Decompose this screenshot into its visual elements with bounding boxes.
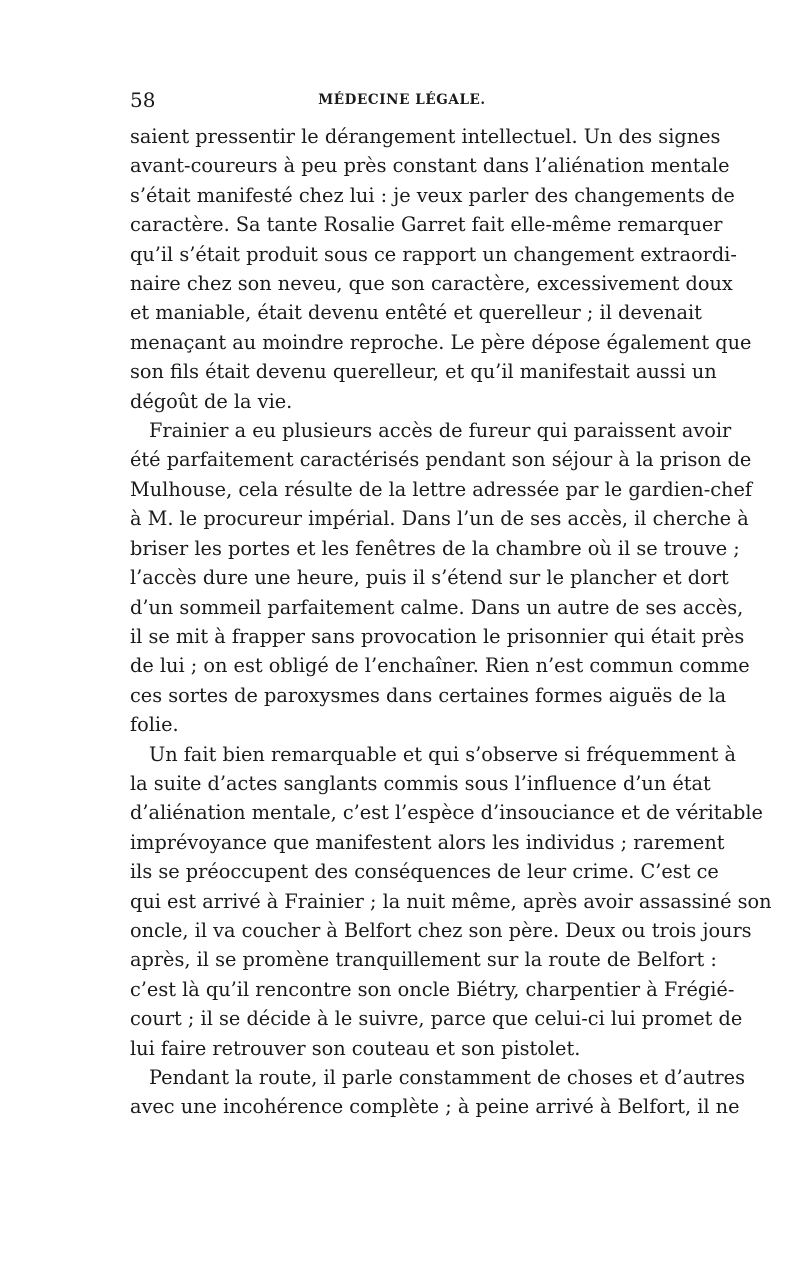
text-line: menaçant au moindre reproche. Le père dépose également que bbox=[130, 330, 752, 354]
text-line: de lui ; on est obligé de l’enchaîner. Rien n’est commun comme bbox=[130, 654, 750, 678]
text-line: briser les portes et les fenêtres de la chambre où il se trouve ; bbox=[130, 536, 740, 560]
text-line: imprévoyance que manifestent alors les individus ; rarement bbox=[130, 830, 725, 854]
page-number: 58 bbox=[130, 88, 156, 112]
text-line: avec une incohérence complète ; à peine arrivé à Belfort, il ne bbox=[130, 1095, 740, 1119]
body-text bbox=[130, 122, 772, 1122]
text-line: dégoût de la vie. bbox=[130, 389, 293, 413]
book-page bbox=[130, 88, 772, 1122]
paragraph bbox=[130, 1063, 745, 1122]
text-line: d’un sommeil parfaitement calme. Dans un autre de ses accès, bbox=[130, 595, 744, 619]
text-line: Pendant la route, il parle constamment de choses et d’autres bbox=[149, 1066, 745, 1089]
text-line: s’était manifesté chez lui : je veux parler des changements de bbox=[130, 183, 735, 207]
text-line: et maniable, était devenu entêté et querelleur ; il devenait bbox=[130, 301, 702, 325]
text-line: son fils était devenu querelleur, et qu’il manifestait aussi un bbox=[130, 360, 717, 384]
text-line: après, il se promène tranquillement sur la route de Belfort : bbox=[130, 948, 717, 972]
text-line: folie. bbox=[130, 713, 179, 737]
paragraph bbox=[130, 740, 772, 1063]
text-line: c’est là qu’il rencontre son oncle Biétry, charpentier à Frégié- bbox=[130, 977, 735, 1001]
text-line: été parfaitement caractérisés pendant son séjour à la prison de bbox=[130, 448, 752, 472]
text-line: d’aliénation mentale, c’est l’espèce d’insouciance et de véritable bbox=[130, 801, 763, 825]
paragraph bbox=[130, 122, 752, 416]
running-head bbox=[130, 88, 674, 116]
text-line: caractère. Sa tante Rosalie Garret fait elle-même remarquer bbox=[130, 213, 723, 237]
text-line: il se mit à frapper sans provocation le prisonnier qui était près bbox=[130, 624, 745, 648]
text-line: saient pressentir le dérangement intellectuel. Un des signes bbox=[130, 125, 721, 148]
text-line: ils se préoccupent des conséquences de leur crime. C’est ce bbox=[130, 860, 719, 884]
text-line: à M. le procureur impérial. Dans l’un de ses accès, il cherche à bbox=[130, 507, 749, 531]
text-line: naire chez son neveu, que son caractère, excessivement doux bbox=[130, 272, 733, 296]
text-line: avant-coureurs à peu près constant dans l’aliénation mentale bbox=[130, 154, 730, 178]
text-line: court ; il se décide à le suivre, parce que celui-ci lui promet de bbox=[130, 1007, 743, 1031]
text-line: qui est arrivé à Frainier ; la nuit même, après avoir assassiné son bbox=[130, 889, 772, 913]
text-line: Mulhouse, cela résulte de la lettre adressée par le gardien-chef bbox=[130, 477, 752, 501]
text-line: ces sortes de paroxysmes dans certaines formes aiguës de la bbox=[130, 683, 727, 707]
text-line: qu’il s’était produit sous ce rapport un changement extraordi- bbox=[130, 242, 737, 266]
running-title: MÉDECINE LÉGALE. bbox=[318, 92, 486, 108]
text-line: Un fait bien remarquable et qui s’observe si fréquemment à bbox=[149, 742, 737, 766]
paragraph bbox=[130, 416, 752, 739]
text-line: oncle, il va coucher à Belfort chez son père. Deux ou trois jours bbox=[130, 918, 752, 942]
text-line: lui faire retrouver son couteau et son pistolet. bbox=[130, 1036, 581, 1060]
text-line: Frainier a eu plusieurs accès de fureur qui paraissent avoir bbox=[149, 419, 732, 443]
text-line: l’accès dure une heure, puis il s’étend sur le plancher et dort bbox=[130, 566, 729, 590]
text-line: la suite d’actes sanglants commis sous l’influence d’un état bbox=[130, 771, 711, 795]
